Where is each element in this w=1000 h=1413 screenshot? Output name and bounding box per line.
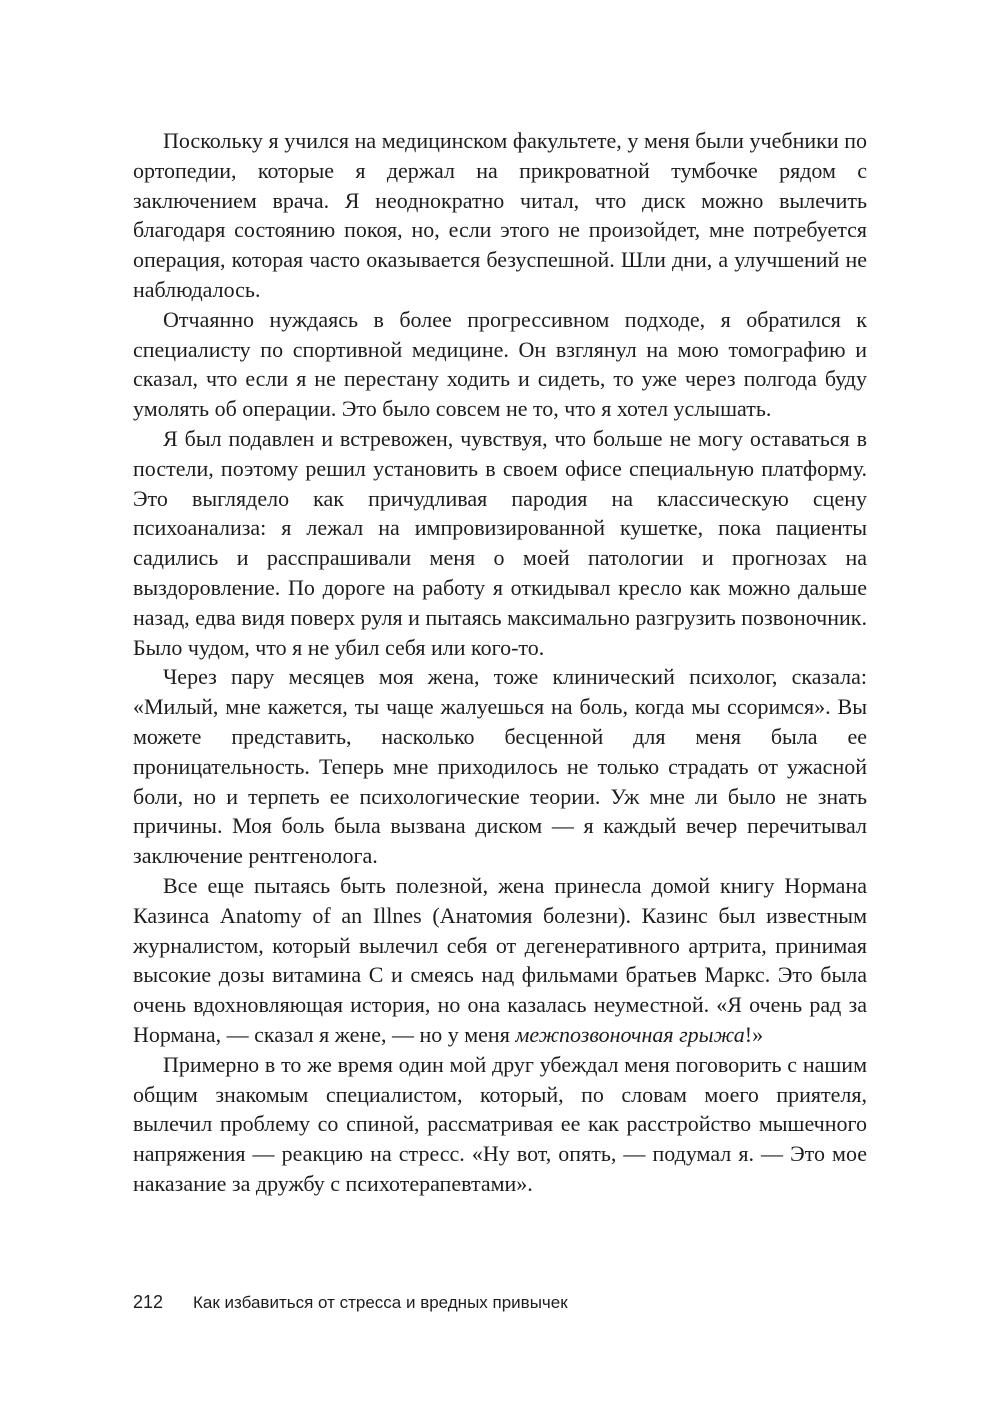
paragraph-4: Через пару месяцев моя жена, тоже клинический психолог, сказала: «Милый, мне кажется, ты чаще жалуешься на боль, когда мы ссоримся». Вы можете представить, насколько бесценной для меня была ее проницательность. Теперь мне приходилось не только страдать от ужасной боли, но и терпеть ее психологические теории. Уж мне ли было не знать причины. Моя боль была вызвана диском — я каждый вечер перечитывал заключение рентгенолога. <box>133 664 867 869</box>
paragraph-6: Примерно в то же время один мой друг убеждал меня поговорить с нашим общим знакомым специалистом, который, по словам моего приятеля, вылечил проблему со спиной, рассматривая ее как расстройство мышечного напряжения — реакцию на стресс. «Ну вот, опять, — подумал я. — Это мое наказание за дружбу с психотерапевтами». <box>133 1051 867 1196</box>
paragraph-3: Я был подавлен и встревожен, чувствуя, что больше не могу оставаться в постели, поэтому решил установить в своем офисе специальную платформу. Это выглядело как причудливая пародия на классическую сцену психоанализа: я лежал на импровизированной кушетке, пока пациенты садились и расспрашивали меня о моей патологии и прогнозах на выздоровление. По дороге на работу я откидывал кресло как можно дальше назад, едва видя поверх руля и пытаясь максимально разгрузить позвоночник. Было чудом, что я не убил себя или кого-то. <box>133 425 867 660</box>
paragraph-5-text: Все еще пытаясь быть полезной, жена принесла домой книгу Нормана Казинса Anatomy of an Illnes (Анатомия болезни). Казинс был известным журналистом, который вылечил себя от дегенеративного артрита, принимая высокие дозы витамина С и смеясь над фильмами братьев Маркс. Это была очень вдохновляющая история, но она казалась неуместной. «Я очень рад за Нормана, — сказал я жене, — но у меня <box>133 872 867 1047</box>
running-title: Как избавиться от стресса и вредных привычек <box>193 1293 568 1312</box>
paragraph-5-tail: !» <box>744 1021 764 1047</box>
page-footer <box>133 1292 568 1313</box>
paragraph-5-emphasis: межпозвоночная грыжа <box>515 1021 745 1047</box>
paragraph-1: Поскольку я учился на медицинском факультете, у меня были учебники по ортопедии, которые я держал на прикроватной тумбочке рядом с заключением врача. Я неоднократно читал, что диск можно вылечить благодаря состоянию покоя, но, если этого не произойдет, мне потребуется операция, которая часто оказывается безуспешной. Шли дни, а улучшений не наблюдалось. <box>133 128 867 302</box>
paragraph-2: Отчаянно нуждаясь в более прогрессивном подходе, я обратился к специалисту по спортивной медицине. Он взглянул на мою томографию и сказал, что если я не перестану ходить и сидеть, то уже через полгода буду умолять об операции. Это было совсем не то, что я хотел услышать. <box>133 306 867 422</box>
paragraph-5 <box>133 871 867 1050</box>
body-text <box>133 126 867 1199</box>
page-number: 212 <box>133 1292 164 1312</box>
